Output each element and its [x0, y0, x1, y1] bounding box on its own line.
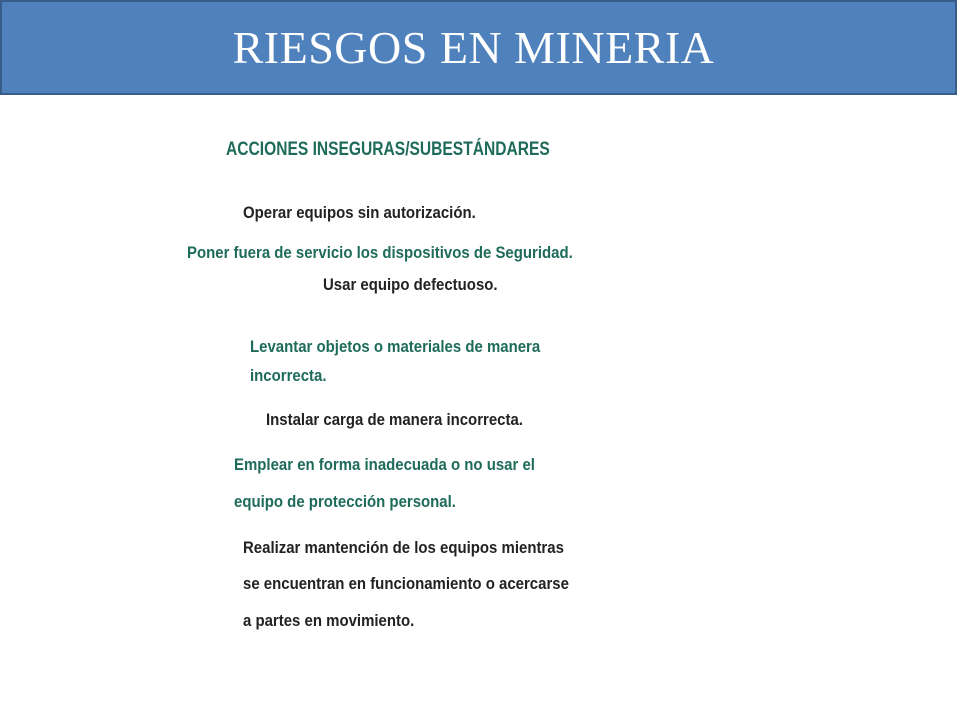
item-operar-equipos: Operar equipos sin autorización. — [243, 203, 476, 222]
title-banner — [0, 0, 957, 95]
slide-title: RIESGOS EN MINERIA — [232, 22, 715, 73]
section-heading: ACCIONES INSEGURAS/SUBESTÁNDARES — [226, 139, 550, 160]
item-emplear-epp-line2: equipo de protección personal. — [234, 492, 456, 511]
item-realizar-mantencion-line1: Realizar mantención de los equipos mientras — [243, 538, 564, 557]
item-levantar-objetos-line1: Levantar objetos o materiales de manera — [250, 337, 541, 356]
item-poner-fuera-servicio: Poner fuera de servicio los dispositivos de Seguridad. — [187, 243, 573, 262]
item-realizar-mantencion-line2: se encuentran en funcionamiento o acercarse — [243, 574, 569, 593]
item-emplear-epp-line1: Emplear en forma inadecuada o no usar el — [234, 455, 535, 474]
item-instalar-carga: Instalar carga de manera incorrecta. — [266, 410, 523, 429]
item-realizar-mantencion-line3: a partes en movimiento. — [243, 611, 415, 630]
item-levantar-objetos-line2: incorrecta. — [250, 366, 327, 385]
item-usar-equipo-defectuoso: Usar equipo defectuoso. — [323, 275, 498, 294]
